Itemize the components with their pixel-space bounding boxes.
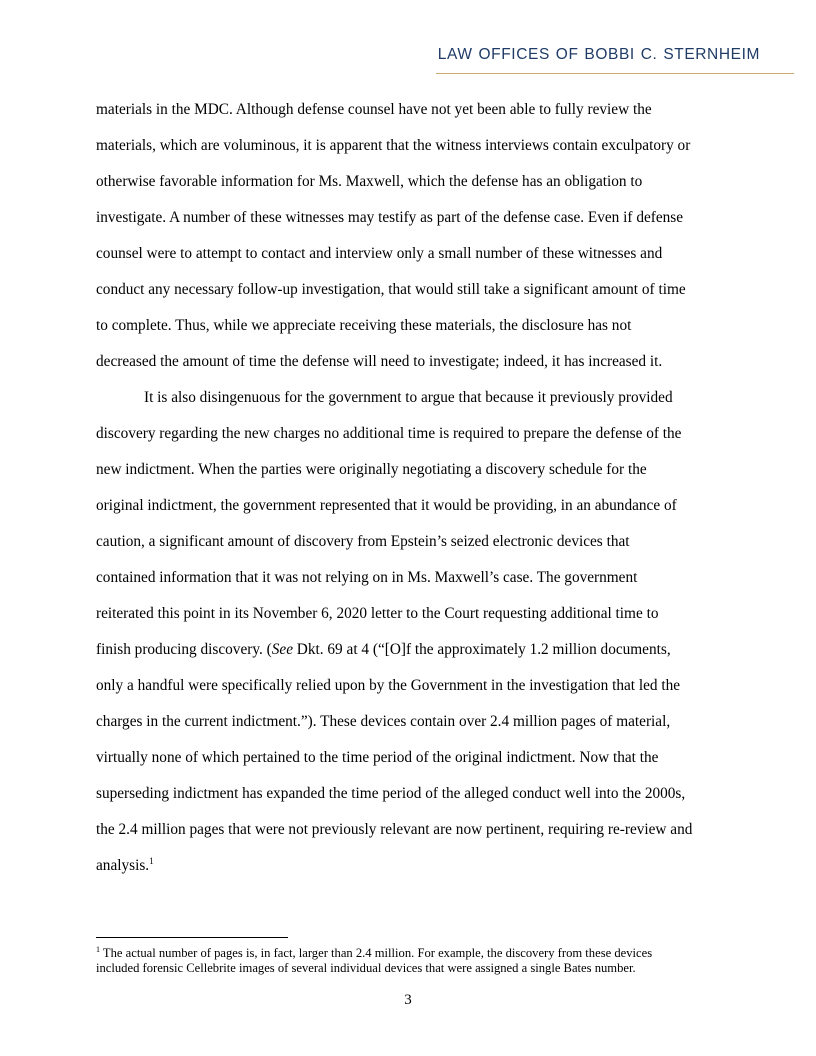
text-line: virtually none of which pertained to the time period of the original indictment. Now that the: [96, 749, 659, 766]
text-line: original indictment, the government represented that it would be providing, in an abundance of: [96, 497, 677, 514]
footnote-text: The actual number of pages is, in fact, larger than 2.4 million. For example, the discovery from these devices: [100, 946, 653, 960]
text-segment: finish producing discovery. (: [96, 641, 272, 658]
footnote-number: 1: [96, 944, 100, 954]
body-text: [96, 92, 720, 884]
text-line: investigate. A number of these witnesses may testify as part of the defense case. Even if defense: [96, 209, 684, 226]
footnote-line: included forensic Cellebrite images of several individual devices that were assigned a single Bates number.: [96, 961, 636, 975]
citation-signal: See: [271, 641, 293, 658]
footnote: [96, 946, 724, 976]
text-line-with-citation: [96, 632, 720, 668]
text-line: contained information that it was not relying on in Ms. Maxwell’s case. The government: [96, 569, 638, 586]
footnote-line: [96, 946, 724, 961]
text-line: charges in the current indictment.”). These devices contain over 2.4 million pages of material,: [96, 713, 671, 730]
text-line: reiterated this point in its November 6, 2020 letter to the Court requesting additional time to: [96, 605, 659, 622]
text-line-last: [96, 848, 720, 884]
footnote-separator: [96, 937, 288, 938]
paragraph-2: [96, 380, 720, 884]
footnote-reference[interactable]: 1: [149, 855, 154, 866]
text-line: conduct any necessary follow-up investigation, that would still take a significant amount of time: [96, 281, 686, 298]
paragraph-1: [96, 92, 720, 380]
text-line: to complete. Thus, while we appreciate receiving these materials, the disclosure has not: [96, 317, 632, 334]
text-segment: analysis.: [96, 857, 150, 874]
text-line: It is also disingenuous for the government to argue that because it previously provided: [144, 389, 673, 406]
text-line: materials, which are voluminous, it is apparent that the witness interviews contain exculpatory or: [96, 137, 691, 154]
text-line: counsel were to attempt to contact and interview only a small number of these witnesses and: [96, 245, 663, 262]
text-line: new indictment. When the parties were originally negotiating a discovery schedule for the: [96, 461, 647, 478]
text-line: otherwise favorable information for Ms. Maxwell, which the defense has an obligation to: [96, 173, 643, 190]
letterhead-rule: [436, 73, 794, 74]
text-line: materials in the MDC. Although defense counsel have not yet been able to fully review the: [96, 101, 652, 118]
letterhead: LAW OFFICES OF BOBBI C. STERNHEIM: [437, 46, 760, 63]
text-line: only a handful were specifically relied upon by the Government in the investigation that led the: [96, 677, 681, 694]
text-line: decreased the amount of time the defense will need to investigate; indeed, it has increased it.: [96, 353, 663, 370]
text-line: the 2.4 million pages that were not previously relevant are now pertinent, requiring re-review and: [96, 821, 693, 838]
text-line: discovery regarding the new charges no additional time is required to prepare the defense of the: [96, 425, 682, 442]
text-segment: Dkt. 69 at 4 (“[O]f the approximately 1.2 million documents,: [292, 641, 671, 658]
page-number: 3: [404, 992, 412, 1008]
text-line: caution, a significant amount of discovery from Epstein’s seized electronic devices that: [96, 533, 630, 550]
text-line: superseding indictment has expanded the time period of the alleged conduct well into the 2000s,: [96, 785, 686, 802]
